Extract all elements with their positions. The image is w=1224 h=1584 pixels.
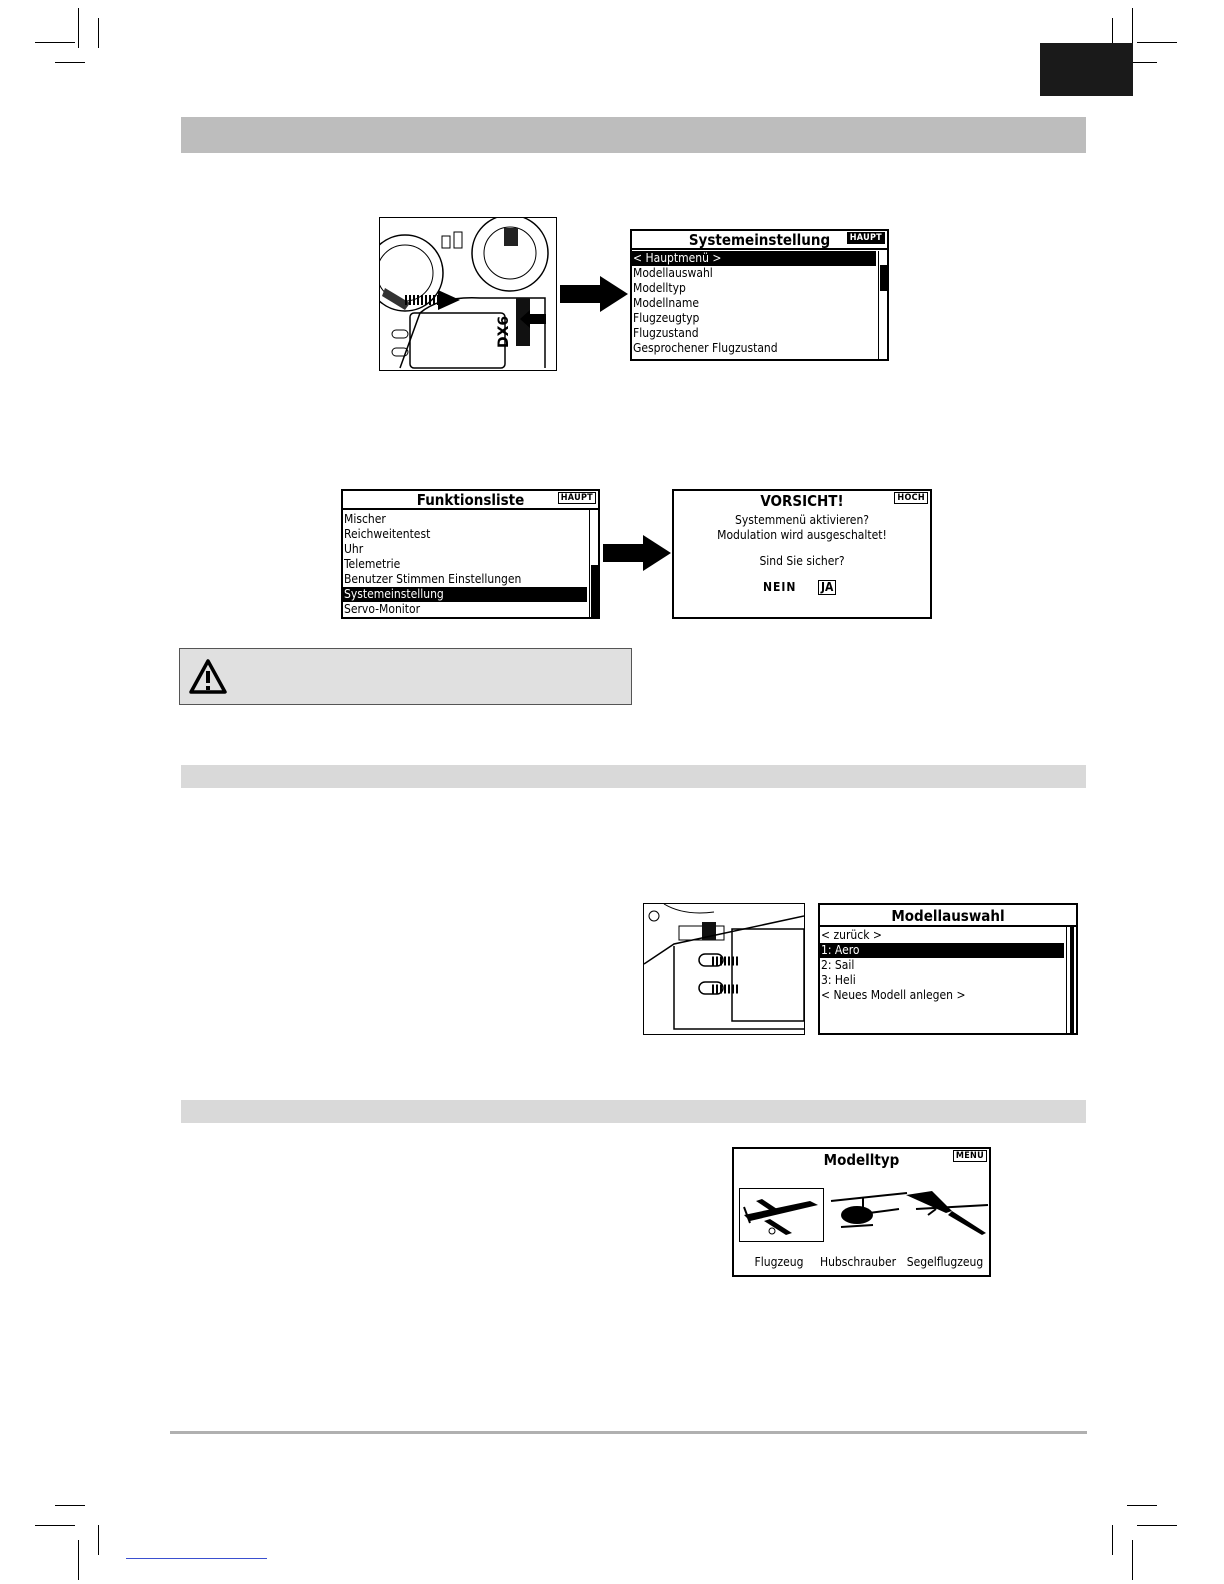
menu-item[interactable]: Uhr xyxy=(344,542,364,556)
warning-box xyxy=(179,648,632,705)
menu-item[interactable]: Flugzustand xyxy=(633,326,699,340)
warning-line-1: Systemmenü aktivieren? xyxy=(734,513,870,527)
warning-line-2: Modulation wird ausgeschaltet! xyxy=(717,528,887,542)
screen-title: VORSICHT! xyxy=(760,492,844,510)
language-tab xyxy=(1040,43,1133,96)
menu-item[interactable]: 3: Heli xyxy=(821,973,856,987)
menu-item[interactable]: Servo-Monitor xyxy=(344,602,421,616)
airplane-option[interactable] xyxy=(739,1188,824,1242)
menu-item[interactable]: < Neues Modell anlegen > xyxy=(821,988,966,1002)
transmitter-photo xyxy=(379,217,557,371)
arrow-right-icon xyxy=(560,276,628,312)
arrow-right-icon xyxy=(603,535,671,571)
section-header-bar xyxy=(181,765,1086,788)
scrollbar[interactable] xyxy=(589,510,598,618)
screen-tag[interactable]: HAUPT xyxy=(558,492,596,504)
transmitter-buttons-photo xyxy=(643,903,805,1035)
funktionsliste-screen xyxy=(341,489,600,619)
footer-rule xyxy=(170,1431,1087,1434)
section-header-bar xyxy=(181,117,1086,153)
modellauswahl-screen xyxy=(818,903,1078,1035)
transmitter-drawing xyxy=(380,218,557,371)
menu-item[interactable]: Telemetrie xyxy=(344,557,401,571)
airplane-icon xyxy=(740,1189,822,1240)
menu-item[interactable]: < zurück > xyxy=(821,928,882,942)
menu-item[interactable]: Modellauswahl xyxy=(633,266,713,280)
menu-item[interactable]: Modellname xyxy=(633,296,700,310)
screen-title: Modellauswahl xyxy=(891,907,1005,925)
screen-tag[interactable]: MENU xyxy=(953,1150,987,1162)
menu-item[interactable]: 1: Aero xyxy=(820,943,1064,958)
screen-title: Modelltyp xyxy=(823,1151,900,1169)
menu-item[interactable]: Gesprochener Flugzustand xyxy=(633,341,778,355)
screen-tag[interactable]: HAUPT xyxy=(847,232,885,244)
glider-icon[interactable] xyxy=(906,1187,990,1243)
yes-button[interactable]: JA xyxy=(818,580,836,595)
screen-tag[interactable]: HOCH xyxy=(894,492,928,504)
menu-item[interactable]: Reichweitentest xyxy=(344,527,431,541)
vorsicht-screen xyxy=(672,489,932,619)
transmitter-detail-drawing xyxy=(644,904,805,1035)
model-label: DX6 xyxy=(496,315,512,348)
scrollbar[interactable] xyxy=(1066,927,1075,1033)
menu-item[interactable]: < Hauptmenü > xyxy=(632,251,876,266)
footer-link-underline[interactable] xyxy=(126,1558,267,1559)
type-label: Flugzeug xyxy=(754,1255,804,1269)
menu-item[interactable]: Benutzer Stimmen Einstellungen xyxy=(344,572,522,586)
screen-title: Systemeinstellung xyxy=(688,231,831,249)
screen-title: Funktionsliste xyxy=(416,491,525,509)
modelltyp-screen xyxy=(732,1147,991,1277)
type-label: Segelflugzeug xyxy=(906,1255,984,1269)
menu-item[interactable]: 2: Sail xyxy=(821,958,855,972)
no-button[interactable]: NEIN xyxy=(763,580,797,594)
systemeinstellung-screen xyxy=(630,229,889,361)
section-header-bar xyxy=(181,1100,1086,1123)
type-label: Hubschrauber xyxy=(819,1255,897,1269)
menu-item[interactable]: Flugzeugtyp xyxy=(633,311,700,325)
warning-triangle-icon xyxy=(188,658,228,696)
menu-item[interactable]: Mischer xyxy=(344,512,386,526)
confirm-question: Sind Sie sicher? xyxy=(759,554,845,568)
menu-item[interactable]: Systemeinstellung xyxy=(343,587,587,602)
helicopter-icon[interactable] xyxy=(827,1187,909,1243)
scrollbar[interactable] xyxy=(878,251,887,359)
menu-item[interactable]: Modelltyp xyxy=(633,281,686,295)
